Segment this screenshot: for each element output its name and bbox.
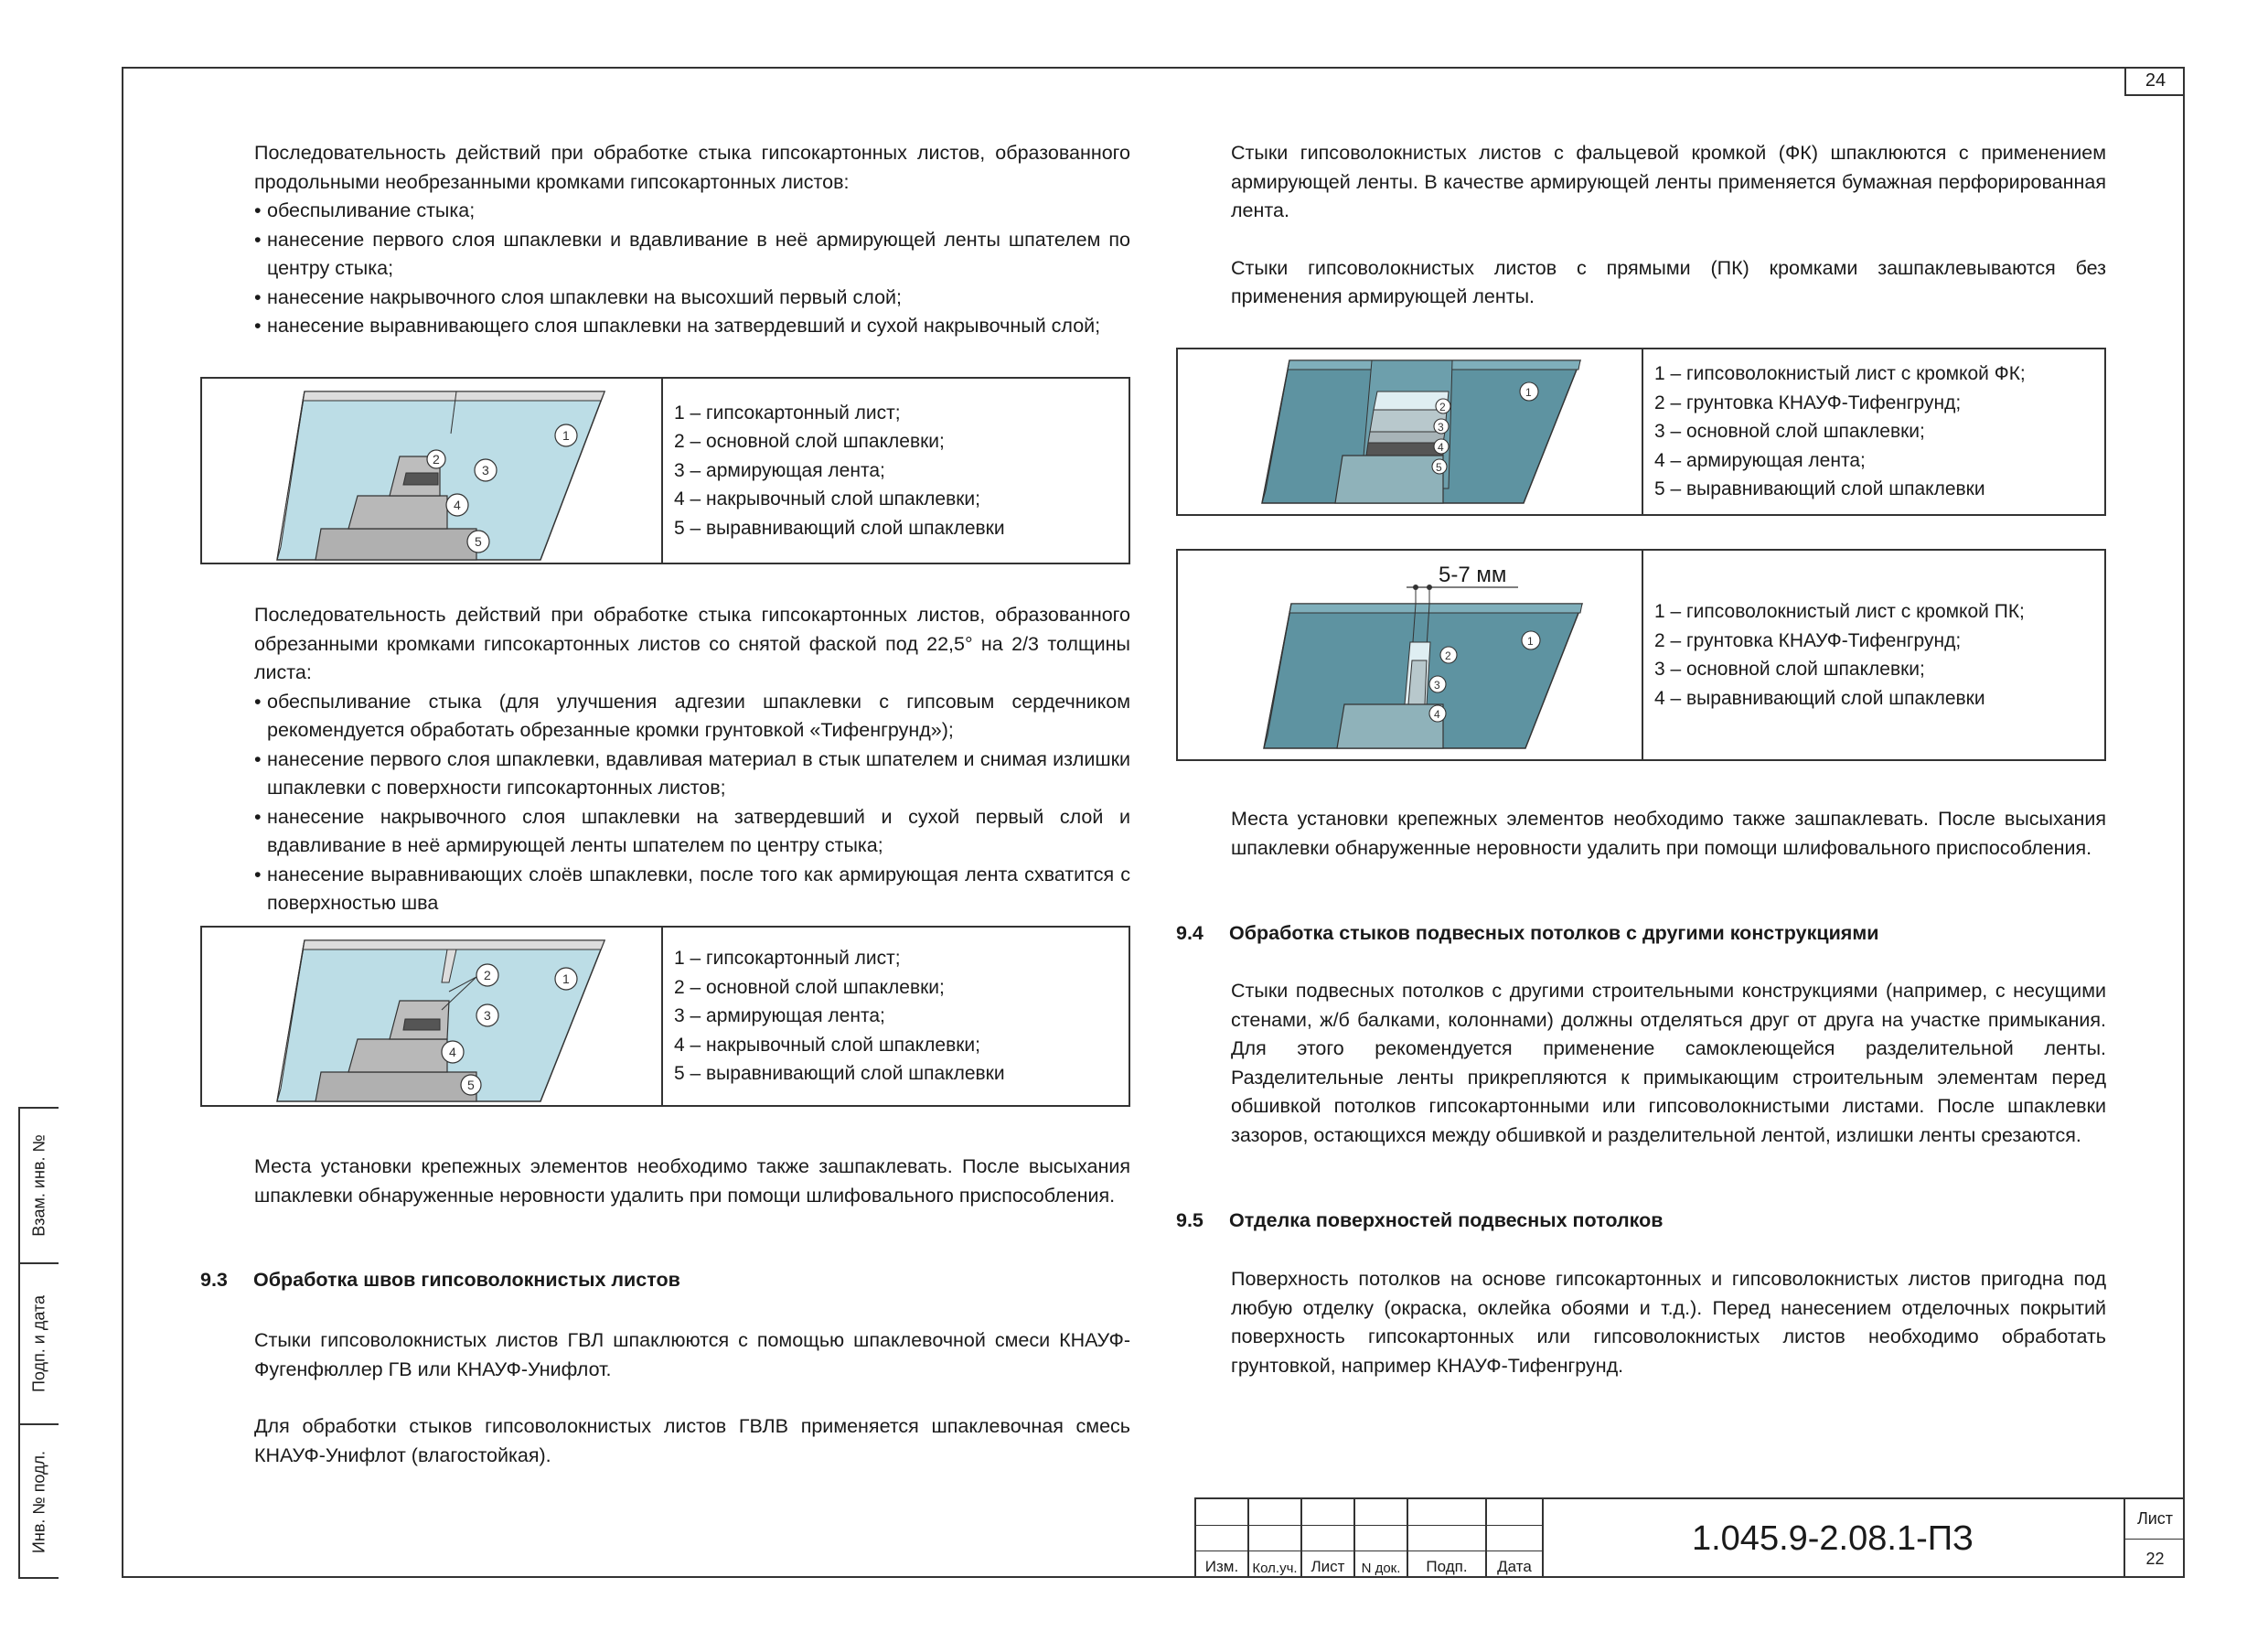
bullet-list bbox=[254, 688, 1130, 918]
section-title: Отделка поверхностей подвесных потолков bbox=[1229, 1209, 1664, 1231]
callout-4: 4 bbox=[1434, 708, 1440, 721]
callout-4: 4 bbox=[449, 1045, 456, 1059]
legend-item: 3 – основной слой шпаклевки; bbox=[1654, 659, 1925, 680]
right-paragraph-4 bbox=[1231, 977, 2106, 1150]
legend-item: 4 – накрывочный слой шпаклевки; bbox=[674, 488, 980, 510]
left-paragraph-2 bbox=[254, 601, 1130, 918]
legend-item: 1 – гипсоволокнистый лист с кромкой ФК; bbox=[1654, 363, 2026, 385]
paragraph: Поверхность потолков на основе гипсокартонных и гипсоволокнистых листов пригодна под любую отделку (окраска, оклейка обоями и т.д.). Перед нанесением отделочных покрытий поверхность гипсокартонных или гипсоволокнистых листов необходимо обработать грунтовкой, например КНАУФ-Тифенгрунд. bbox=[1231, 1268, 2106, 1377]
legend-item: 3 – армирующая лента; bbox=[674, 1005, 885, 1027]
paragraph: Для обработки стыков гипсоволокнистых листов ГВЛВ применяется шпаклевочная смесь КНАУФ-Унифлот (влагостойкая). bbox=[254, 1415, 1130, 1466]
callout-3: 3 bbox=[1434, 679, 1440, 692]
legend-item: 1 – гипсокартонный лист; bbox=[674, 948, 901, 970]
figure-4 bbox=[1176, 549, 2106, 761]
callout-3: 3 bbox=[482, 463, 489, 477]
bullet-list bbox=[254, 197, 1130, 341]
figure-3-drawing bbox=[1178, 349, 1643, 514]
callout-4: 4 bbox=[1438, 441, 1444, 454]
paragraph-intro: Последовательность действий при обработке стыка гипсокартонных листов, образованного обрезанными кромками гипсокартонных листов со снятой фаской под 22,5° на 2/3 толщины листа: bbox=[254, 604, 1130, 683]
legend-item: 5 – выравнивающий слой шпаклевки bbox=[674, 517, 1005, 539]
title-block bbox=[1194, 1497, 2185, 1578]
figure-2-drawing bbox=[202, 928, 663, 1105]
callout-2: 2 bbox=[1439, 401, 1446, 413]
callout-5: 5 bbox=[467, 1078, 475, 1092]
legend-item: 1 – гипсокартонный лист; bbox=[674, 402, 901, 424]
list-item: • нанесение выравнивающих слоёв шпаклевки, после того как армирующая лента схватится с поверхностью шва bbox=[254, 861, 1130, 918]
col-podp: Подп. bbox=[1426, 1558, 1468, 1575]
legend-item: 2 – грунтовка КНАУФ-Тифенгрунд; bbox=[1654, 392, 1962, 413]
legend-item: 5 – выравнивающий слой шпаклевки bbox=[1654, 478, 1985, 500]
legend-item: 4 – накрывочный слой шпаклевки; bbox=[674, 1034, 980, 1056]
list-item: • нанесение накрывочного слоя шпаклевки на высохший первый слой; bbox=[254, 284, 1130, 313]
figure-2-legend bbox=[663, 928, 1129, 1105]
paragraph: Стыки гипсоволокнистых листов с фальцевой кромкой (ФК) шпаклюются с применением армирующей ленты. В качестве армирующей ленты применяется бумажная перфорированная лента. bbox=[1231, 142, 2106, 221]
stamp-vzam: Взам. инв. № bbox=[20, 1109, 59, 1264]
callout-2: 2 bbox=[1445, 649, 1451, 662]
legend-item: 4 – армирующая лента; bbox=[1654, 449, 1866, 471]
approval-stamp bbox=[18, 1107, 59, 1579]
legend-item: 2 – основной слой шпаклевки; bbox=[674, 431, 945, 453]
paragraph: Места установки крепежных элементов необходимо также зашпаклевать. После высыхания шпаклевки обнаруженные неровности удалить при помощи шлифовального приспособления. bbox=[254, 1155, 1130, 1207]
legend-item: 1 – гипсоволокнистый лист с кромкой ПК; bbox=[1654, 601, 2025, 622]
stamp-podp: Подп. и дата bbox=[20, 1264, 59, 1425]
callout-1: 1 bbox=[562, 971, 570, 986]
callout-5: 5 bbox=[1436, 461, 1442, 474]
col-ndok: N док. bbox=[1361, 1561, 1401, 1576]
paragraph: Места установки крепежных элементов необходимо также зашпаклевать. После высыхания шпаклевки обнаруженные неровности удалить при помощи шлифовального приспособления. bbox=[1231, 808, 2106, 859]
legend-item: 4 – выравнивающий слой шпаклевки bbox=[1654, 687, 1985, 709]
section-number: 9.3 bbox=[200, 1269, 228, 1291]
callout-1: 1 bbox=[562, 428, 570, 443]
list-item: • обеспыливание стыка; bbox=[254, 197, 1130, 226]
legend-item: 2 – основной слой шпаклевки; bbox=[674, 976, 945, 998]
gkl-joint-drawing bbox=[202, 379, 661, 563]
callout-2: 2 bbox=[484, 968, 491, 982]
section-number: 9.4 bbox=[1176, 922, 1204, 944]
legend-item: 3 – основной слой шпаклевки; bbox=[1654, 421, 1925, 443]
legend-item: 3 – армирующая лента; bbox=[674, 459, 885, 481]
section-heading-9-5 bbox=[1176, 1209, 1663, 1232]
list-item: • нанесение выравнивающего слоя шпаклевки на затвердевший и сухой накрывочный слой; bbox=[254, 312, 1130, 341]
callout-4: 4 bbox=[454, 498, 461, 512]
left-paragraph-1 bbox=[254, 139, 1130, 341]
figure-1 bbox=[200, 377, 1130, 564]
document-code: 1.045.9-2.08.1-ПЗ bbox=[1691, 1518, 1974, 1558]
legend-item: 5 – выравнивающий слой шпаклевки bbox=[674, 1063, 1005, 1085]
left-paragraph-3 bbox=[254, 1153, 1130, 1210]
paragraph: Стыки гипсоволокнистых листов с прямыми (ПК) кромками зашпаклевываются без применения армирующей ленты. bbox=[1231, 256, 2106, 307]
callout-5: 5 bbox=[475, 534, 482, 549]
figure-3-legend bbox=[1643, 349, 2104, 514]
figure-4-legend bbox=[1643, 551, 2104, 759]
section-title: Обработка швов гипсоволокнистых листов bbox=[253, 1269, 680, 1291]
sheet-number: 22 bbox=[2124, 1540, 2185, 1578]
list-item: • нанесение первого слоя шпаклевки, вдавливая материал в стык шпателем и снимая излишки шпаклевки с поверхности гипсокартонных листов; bbox=[254, 746, 1130, 803]
sheet-number-top: 24 bbox=[2124, 67, 2185, 96]
col-kolych: Кол.уч. bbox=[1252, 1561, 1298, 1576]
dimension-label: 5-7 мм bbox=[1439, 563, 1507, 587]
list-item: • нанесение накрывочного слоя шпаклевки на затвердевший и сухой первый слой и вдавливание в неё армирующей ленты шпателем по центру стыка; bbox=[254, 803, 1130, 861]
paragraph: Стыки гипсоволокнистых листов ГВЛ шпаклюются с помощью шпаклевочной смеси КНАУФ-Фугенфюллер ГВ или КНАУФ-Унифлот. bbox=[254, 1329, 1130, 1380]
section-title: Обработка стыков подвесных потолков с другими конструкциями bbox=[1229, 922, 1879, 944]
figure-4-drawing bbox=[1178, 551, 1643, 759]
list-item: • обеспыливание стыка (для улучшения адгезии шпаклевки с гипсовым сердечником рекомендуется обработать обрезанные кромки грунтовкой «Тифенгрунд»); bbox=[254, 688, 1130, 746]
callout-1: 1 bbox=[1525, 386, 1532, 399]
list-item: • нанесение первого слоя шпаклевки и вдавливание в неё армирующей ленты шпателем по центру стыка; bbox=[254, 226, 1130, 284]
section-heading-9-3 bbox=[200, 1269, 680, 1292]
figure-1-legend bbox=[663, 379, 1129, 563]
gkl-chamfer-joint-drawing bbox=[202, 928, 661, 1105]
gvl-fk-joint-drawing bbox=[1178, 349, 1642, 514]
gvl-pk-joint-drawing bbox=[1178, 551, 1642, 759]
col-list: Лист bbox=[1311, 1558, 1345, 1575]
section-heading-9-4 bbox=[1176, 922, 1878, 945]
callout-3: 3 bbox=[484, 1008, 491, 1023]
paragraph-intro: Последовательность действий при обработке стыка гипсокартонных листов, образованного продольными необрезанными кромками гипсокартонных листов: bbox=[254, 142, 1130, 193]
right-paragraph-3 bbox=[1231, 805, 2106, 863]
legend-item: 2 – грунтовка КНАУФ-Тифенгрунд; bbox=[1654, 629, 1962, 651]
col-data: Дата bbox=[1497, 1558, 1532, 1575]
right-paragraph-1 bbox=[1231, 139, 2106, 312]
paragraph: Стыки подвесных потолков с другими строительными конструкциями (например, с несущими стенами, ж/б балками, колоннами) должны отделяться друг от друга на участке примыкания. Для этого рекомендуется применение самоклеющейся разделительной ленты. Разделительные ленты прикрепляются к примыкающим строительным элементам перед обшивкой потолков гипсокартонными или гипсоволокнистыми листами. После шпаклевки зазоров, остающихся между обшивкой и разделительной лентой, излишки ленты срезаются. bbox=[1231, 980, 2106, 1146]
col-izm: Изм. bbox=[1204, 1558, 1239, 1575]
left-paragraph-4 bbox=[254, 1326, 1130, 1470]
section-number: 9.5 bbox=[1176, 1209, 1204, 1231]
sheet-label: Лист bbox=[2124, 1499, 2185, 1540]
figure-3 bbox=[1176, 348, 2106, 516]
callout-2: 2 bbox=[433, 452, 440, 467]
figure-1-drawing bbox=[202, 379, 663, 563]
stamp-inv: Инв. № подл. bbox=[29, 1450, 48, 1554]
callout-3: 3 bbox=[1438, 421, 1444, 434]
right-paragraph-5 bbox=[1231, 1265, 2106, 1380]
callout-1: 1 bbox=[1527, 635, 1534, 648]
figure-2 bbox=[200, 926, 1130, 1107]
